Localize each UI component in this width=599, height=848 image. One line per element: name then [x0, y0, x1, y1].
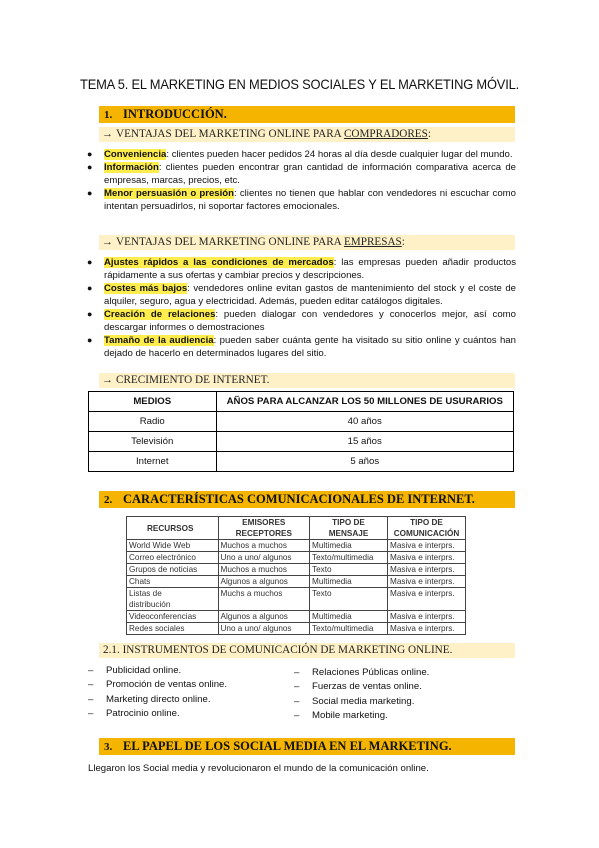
instruments-right-list — [294, 666, 504, 723]
table-row — [127, 611, 466, 623]
list-item — [88, 707, 288, 721]
highlight-term: Información — [104, 162, 159, 173]
list-text: : clientes no tienen que hablar con vendedores ni escuchar como intentan persuadirlos, ni soportar factores emocionales. — [104, 188, 516, 212]
table-cell: Uno a uno/ algunos — [218, 552, 310, 564]
buyers-list — [84, 148, 516, 213]
highlight-term: Ajustes rápidos a las condiciones de mercados — [104, 257, 334, 268]
bullet-icon: ● — [87, 162, 93, 172]
list-item — [84, 308, 516, 334]
subsection-2-1-heading — [99, 643, 515, 658]
companies-list — [84, 256, 516, 360]
table-cell: Uno a uno/ algunos — [218, 623, 310, 635]
bullet-icon: ● — [87, 257, 93, 267]
table-cell: World Wide Web — [127, 540, 219, 552]
table-cell: Grupos de noticias — [127, 564, 219, 576]
communication-table — [126, 516, 466, 635]
bullet-icon: ● — [87, 283, 93, 293]
table-row — [127, 576, 466, 588]
table-cell: Televisión — [89, 432, 217, 452]
list-item — [84, 334, 516, 360]
list-item — [294, 695, 504, 709]
subheading-companies — [99, 235, 515, 250]
table-cell: Texto/multimedia — [310, 552, 388, 564]
table-header: AÑOS PARA ALCANZAR LOS 50 MILLONES DE USURARIOS — [216, 392, 514, 412]
subheading-underlined: COMPRADORES — [343, 128, 428, 140]
dash-icon: – — [88, 679, 94, 691]
table-cell: Algunos a algunos — [218, 611, 310, 623]
section-title: INTRODUCCIÓN. — [123, 107, 227, 121]
table-row — [127, 588, 466, 611]
table-cell: Masiva e interprs. — [388, 611, 466, 623]
highlight-term: Tamaño de la audiencia — [104, 335, 214, 346]
table-cell: Texto — [310, 588, 388, 611]
table-header: RECURSOS — [127, 517, 219, 540]
table-cell: Multimedia — [310, 540, 388, 552]
highlight-term: Conveniencia — [104, 149, 167, 160]
bullet-icon: ● — [87, 188, 93, 198]
section-number: 3. — [104, 741, 113, 753]
table-cell: Muchos a muchos — [218, 564, 310, 576]
internet-growth-table — [88, 391, 514, 472]
table-cell: Muchs a muchos — [218, 588, 310, 611]
table-cell: Masiva e interprs. — [388, 576, 466, 588]
table-cell: Masiva e interprs. — [388, 552, 466, 564]
section-title: CARACTERÍSTICAS COMUNICACIONALES DE INTERNET. — [123, 492, 475, 506]
list-text: : las empresas pueden añadir productos rápidamente a sus ofertas y cambiar precios y descripciones. — [104, 257, 517, 281]
list-item — [88, 664, 288, 678]
list-text: Patrocinio online. — [106, 707, 180, 719]
dash-icon: – — [294, 681, 300, 693]
arrow-icon: → — [102, 128, 113, 140]
dash-icon: – — [294, 667, 300, 678]
list-text: Publicidad online. — [106, 665, 182, 676]
subheading-text: CRECIMIENTO DE INTERNET. — [116, 374, 270, 386]
list-item — [294, 666, 504, 680]
arrow-icon: → — [102, 374, 113, 386]
list-text: Fuerzas de ventas online. — [312, 681, 422, 693]
list-item — [84, 187, 516, 213]
section-number: 2. — [104, 494, 113, 506]
table-cell: Texto/multimedia — [310, 623, 388, 635]
table-cell: Algunos a algunos — [218, 576, 310, 588]
list-text: Social media marketing. — [312, 695, 415, 707]
table-cell: Masiva e interprs. — [388, 540, 466, 552]
subheading-buyers — [99, 127, 515, 142]
table-cell: Radio — [89, 412, 217, 432]
dash-icon: – — [88, 665, 94, 676]
subsection-title: 2.1. INSTRUMENTOS DE COMUNICACIÓN DE MARKETING ONLINE. — [103, 644, 453, 656]
list-text: : clientes pueden encontrar gran cantidad de información comparativa acerca de empresas, marcas, precios, etc. — [104, 162, 516, 186]
subheading-growth — [99, 373, 515, 388]
table-row — [127, 564, 466, 576]
table-cell: Videoconferencias — [127, 611, 219, 623]
table-cell: Listas de distribución — [127, 588, 219, 611]
subheading-text: VENTAJAS DEL MARKETING ONLINE PARA — [116, 236, 344, 248]
list-item — [84, 282, 516, 308]
list-item — [294, 709, 504, 723]
list-text: Marketing directo online. — [106, 693, 211, 705]
highlight-term: Creación de relaciones — [104, 309, 216, 320]
list-item — [88, 678, 288, 692]
list-text: Promoción de ventas online. — [106, 679, 228, 691]
table-cell: Redes sociales — [127, 623, 219, 635]
list-item — [294, 680, 504, 694]
list-text: : pueden dialogar con vendedores y conocerlos mejor, así como descargar informes o demostraciones — [104, 309, 517, 333]
list-text: Relaciones Públicas online. — [312, 667, 430, 678]
bullet-icon: ● — [87, 149, 93, 159]
section-number: 1. — [104, 109, 113, 121]
subheading-text: VENTAJAS DEL MARKETING ONLINE PARA — [116, 128, 344, 140]
dash-icon: – — [294, 709, 300, 721]
dash-icon: – — [88, 707, 94, 719]
table-cell: Internet — [89, 452, 217, 472]
table-row — [127, 623, 466, 635]
dash-icon: – — [294, 695, 300, 707]
list-text: : vendedores online evitan gastos de mantenimiento del stock y el coste de alquiler, seguro, agua y electricidad. Además, pueden editar catálogos digitales. — [104, 283, 516, 307]
table-row — [89, 412, 514, 432]
table-cell: Masiva e interprs. — [388, 588, 466, 611]
dash-icon: – — [88, 693, 94, 705]
page-title: TEMA 5. EL MARKETING EN MEDIOS SOCIALES Y EL MARKETING MÓVIL. — [80, 76, 519, 92]
bullet-icon: ● — [87, 335, 93, 345]
table-cell: Chats — [127, 576, 219, 588]
list-item — [84, 161, 516, 187]
list-text: Mobile marketing. — [312, 709, 388, 721]
list-text: : clientes pueden hacer pedidos 24 horas al día desde cualquier lugar del mundo. — [166, 149, 513, 160]
table-row — [127, 552, 466, 564]
instruments-left-list — [88, 664, 288, 721]
table-cell: Masiva e interprs. — [388, 623, 466, 635]
table-header-row — [89, 392, 514, 412]
table-header: TIPO DE COMUNICACIÓN — [388, 517, 466, 540]
subheading-underlined: EMPRESAS — [343, 236, 402, 248]
table-cell: Muchos a muchos — [218, 540, 310, 552]
subheading-colon: : — [427, 128, 431, 140]
table-cell: 15 años — [216, 432, 514, 452]
table-cell: Correo electrónico — [127, 552, 219, 564]
subheading-colon: : — [401, 236, 405, 248]
table-cell: Texto — [310, 564, 388, 576]
arrow-icon: → — [102, 236, 113, 248]
section-3-heading — [99, 738, 515, 755]
bullet-icon: ● — [87, 309, 93, 319]
table-cell: 5 años — [216, 452, 514, 472]
highlight-term: Costes más bajos — [104, 283, 188, 294]
table-header: EMISORES RECEPTORES — [218, 517, 310, 540]
table-row — [89, 452, 514, 472]
paragraph: Llegaron los Social media y revolucionaron el mundo de la comunicación online. — [88, 763, 429, 774]
table-header: TIPO DE MENSAJE — [310, 517, 388, 540]
section-title: EL PAPEL DE LOS SOCIAL MEDIA EN EL MARKETING. — [123, 739, 452, 753]
list-item — [84, 256, 516, 282]
table-cell: Multimedia — [310, 611, 388, 623]
table-cell: Masiva e interprs. — [388, 564, 466, 576]
highlight-term: Menor persuasión o presión — [104, 188, 235, 199]
table-cell: Multimedia — [310, 576, 388, 588]
table-row — [127, 540, 466, 552]
table-row — [89, 432, 514, 452]
table-header: MEDIOS — [89, 392, 217, 412]
section-2-heading — [99, 491, 515, 508]
list-item — [88, 693, 288, 707]
table-cell: 40 años — [216, 412, 514, 432]
list-item — [84, 148, 516, 161]
list-text: : pueden saber cuánta gente ha visitado su sitio online y cuántos han dejado de hacerlo en determinados lugares del sitio. — [104, 335, 516, 359]
table-header-row — [127, 517, 466, 540]
section-1-heading — [99, 106, 515, 123]
